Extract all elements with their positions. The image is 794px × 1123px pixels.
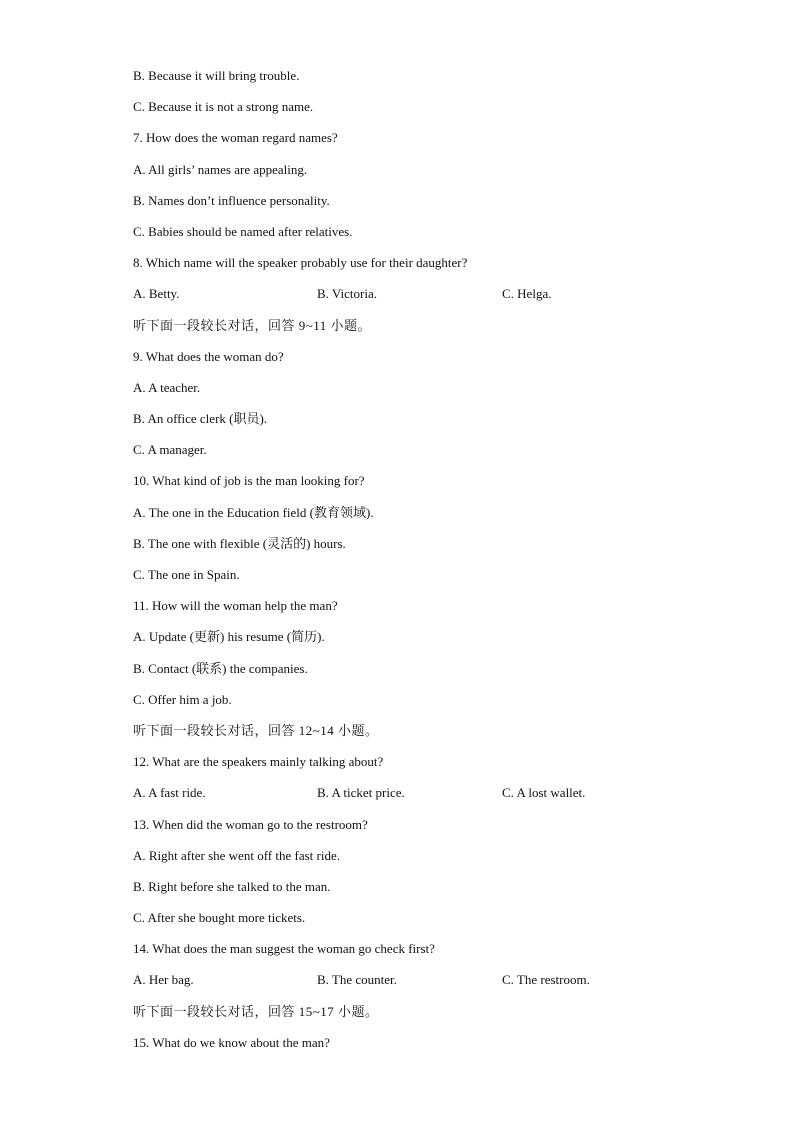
- question-line: 7. How does the woman regard names?: [133, 130, 338, 146]
- option-line: A. Update (更新) his resume (简历).: [133, 629, 325, 645]
- option-line: B. Right before she talked to the man.: [133, 878, 331, 894]
- option-line: A. A teacher.: [133, 379, 201, 395]
- option-line: C. A manager.: [133, 442, 207, 458]
- option-b: B. A ticket price.: [317, 785, 405, 801]
- question-line: 14. What does the man suggest the woman go check first?: [133, 941, 435, 957]
- question-line: 9. What does the woman do?: [133, 348, 284, 364]
- option-line: B. The one with flexible (灵活的) hours.: [133, 535, 346, 551]
- option-line: B. Names don’t influence personality.: [133, 192, 330, 208]
- option-a: A. Betty.: [133, 286, 180, 302]
- option-c: C. The restroom.: [502, 972, 590, 988]
- option-line: B. Contact (联系) the companies.: [133, 660, 308, 676]
- option-line: C. Because it is not a strong name.: [133, 99, 314, 115]
- option-a: A. A fast ride.: [133, 785, 206, 801]
- question-line: 8. Which name will the speaker probably use for their daughter?: [133, 255, 468, 271]
- option-line: A. The one in the Education field (教育领域).: [133, 504, 374, 520]
- option-c: C. A lost wallet.: [502, 785, 586, 801]
- question-line: 12. What are the speakers mainly talking about?: [133, 754, 384, 770]
- option-line: B. An office clerk (职员).: [133, 411, 268, 427]
- section-instruction: 听下面一段较长对话，回答 9~11 小题。: [133, 317, 372, 333]
- options-row: [133, 970, 693, 1001]
- options-row: [133, 783, 693, 814]
- question-line: 11. How will the woman help the man?: [133, 598, 338, 614]
- options-row: [133, 284, 693, 315]
- option-line: C. After she bought more tickets.: [133, 910, 306, 926]
- option-b: B. Victoria.: [317, 286, 377, 302]
- option-line: C. Babies should be named after relatives.: [133, 223, 353, 239]
- option-line: C. The one in Spain.: [133, 567, 240, 582]
- section-instruction: 听下面一段较长对话，回答 15~17 小题。: [133, 1003, 379, 1019]
- option-line: B. Because it will bring trouble.: [133, 68, 300, 83]
- option-c: C. Helga.: [502, 286, 552, 302]
- option-line: C. Offer him a job.: [133, 691, 232, 707]
- question-line: 10. What kind of job is the man looking for?: [133, 473, 365, 489]
- document-page: [133, 66, 693, 1064]
- question-line: 15. What do we know about the man?: [133, 1034, 330, 1050]
- option-line: A. All girls’ names are appealing.: [133, 161, 308, 177]
- option-line: A. Right after she went off the fast ride.: [133, 847, 340, 863]
- question-line: 13. When did the woman go to the restroom?: [133, 816, 368, 832]
- section-instruction: 听下面一段较长对话，回答 12~14 小题。: [133, 722, 379, 738]
- option-b: B. The counter.: [317, 972, 397, 988]
- option-a: A. Her bag.: [133, 972, 194, 988]
